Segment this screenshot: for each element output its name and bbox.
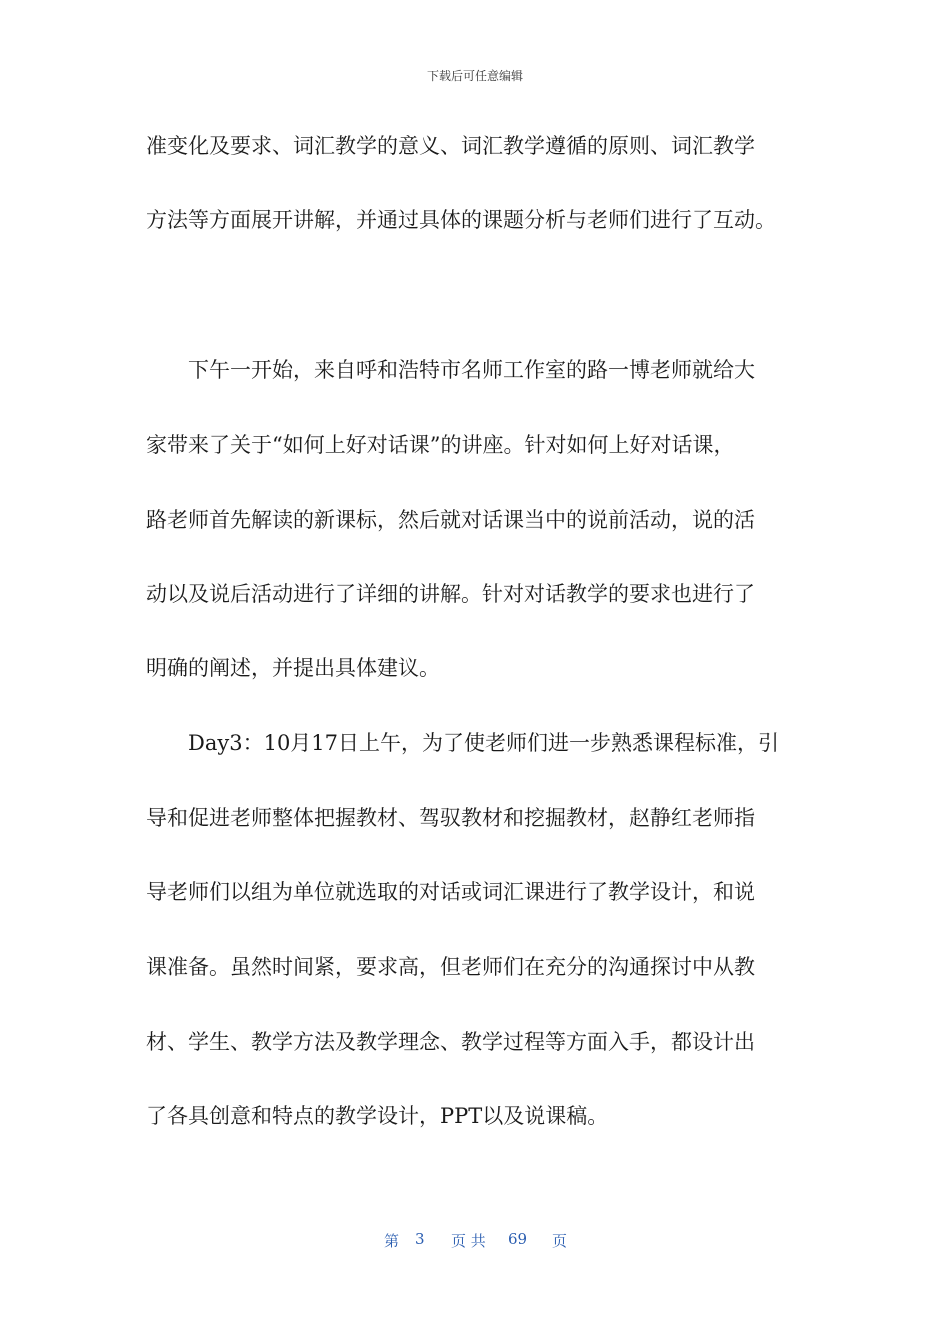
text-line: 导老师们以组为单位就选取的对话或词汇课进行了教学设计，和说 [146, 880, 755, 904]
paragraph-first-line: Day3：10月17日上午，为了使老师们进一步熟悉课程标准，引 [188, 731, 780, 755]
text-line: 准变化及要求、词汇教学的意义、词汇教学遵循的原则、词汇教学 [146, 134, 755, 158]
text-line: 明确的阐述，并提出具体建议。 [146, 656, 440, 680]
text-line: 路老师首先解读的新课标，然后就对话课当中的说前活动，说的活 [146, 508, 755, 532]
page-header-note: 下载后可任意编辑 [426, 69, 523, 83]
footer-total-pages: 69 [508, 1230, 528, 1248]
paragraph-first-line: 下午一开始，来自呼和浩特市名师工作室的路一博老师就给大 [188, 358, 755, 382]
text-line: 课准备。虽然时间紧，要求高，但老师们在充分的沟通探讨中从教 [146, 955, 755, 979]
text-line: 方法等方面展开讲解，并通过具体的课题分析与老师们进行了互动。 [146, 208, 776, 232]
footer-page-number: 3 [415, 1230, 425, 1248]
text-line: 材、学生、教学方法及教学理念、教学过程等方面入手，都设计出 [146, 1030, 755, 1054]
text-line: 导和促进老师整体把握教材、驾驭教材和挖掘教材，赵静红老师指 [146, 806, 755, 830]
footer-prefix: 第 [384, 1232, 400, 1250]
footer-suffix: 页 [552, 1232, 568, 1250]
text-line: 动以及说后活动进行了详细的讲解。针对对话教学的要求也进行了 [146, 582, 755, 606]
text-line: 了各具创意和特点的教学设计，PPT以及说课稿。 [146, 1104, 609, 1128]
text-line: 家带来了关于“如何上好对话课”的讲座。针对如何上好对话课， [146, 433, 735, 457]
footer-middle: 页 共 [451, 1232, 486, 1250]
